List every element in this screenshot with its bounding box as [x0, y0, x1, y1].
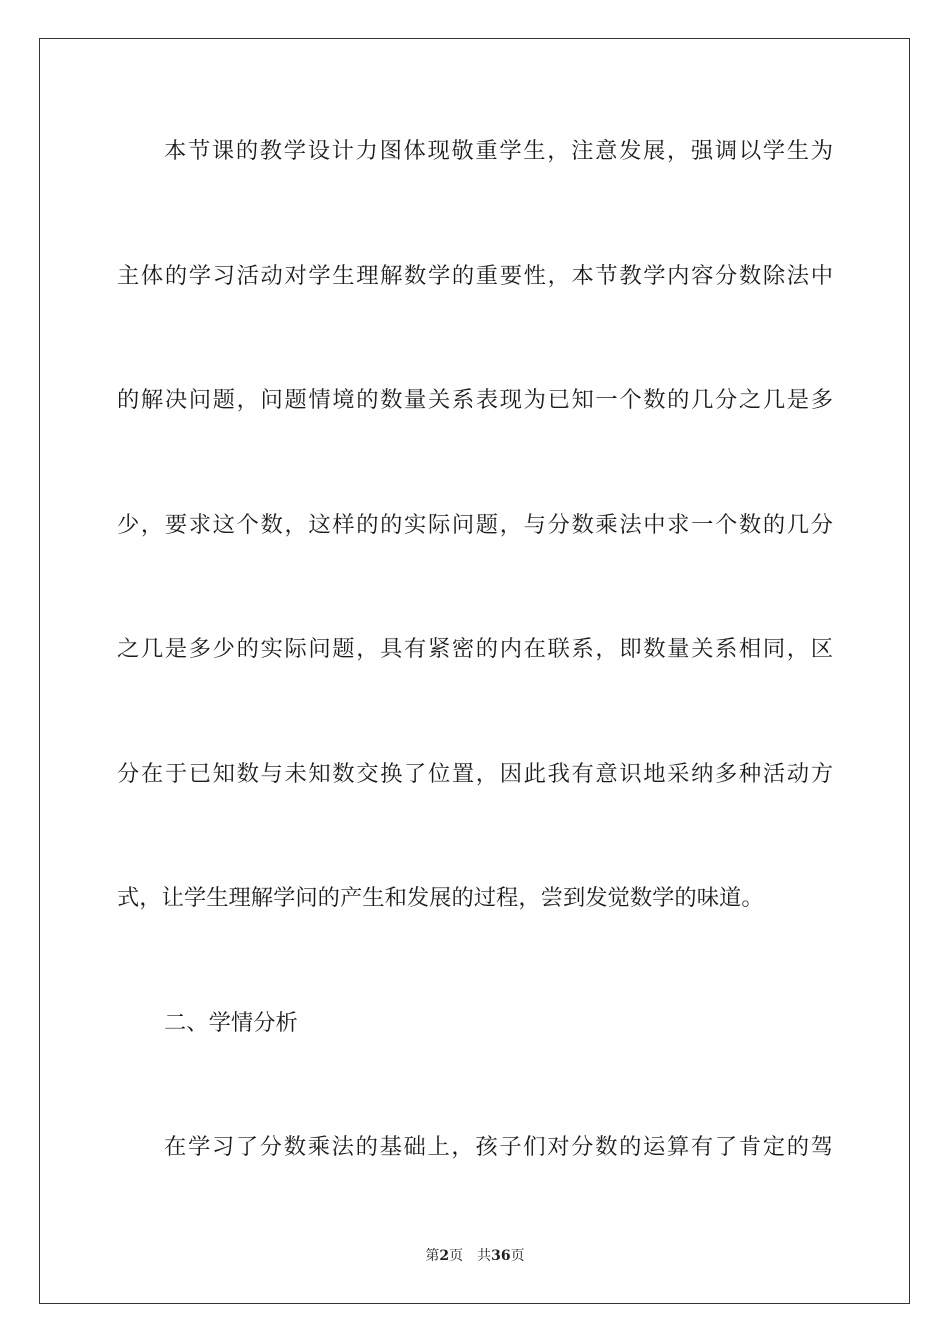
paragraph-line: 主体的学习活动对学生理解数学的重要性，本节教学内容分数除法中	[117, 263, 833, 289]
section-heading: 二、学情分析	[164, 1010, 298, 1036]
paragraph-line: 分在于已知数与未知数交换了位置，因此我有意识地采纳多种活动方	[117, 761, 833, 787]
paragraph-line: 少，要求这个数，这样的的实际问题，与分数乘法中求一个数的几分	[117, 512, 833, 538]
footer-prefix: 第	[425, 1248, 440, 1264]
paragraph-line: 本节课的教学设计力图体现敬重学生，注意发展，强调以学生为	[164, 138, 833, 164]
paragraph-line: 的解决问题，问题情境的数量关系表现为已知一个数的几分之几是多	[117, 387, 833, 413]
current-page-number: 2	[439, 1248, 450, 1264]
paragraph-line: 式，让学生理解学问的产生和发展的过程，尝到发觉数学的味道。	[117, 885, 764, 911]
footer-total-prefix: 共	[477, 1248, 492, 1264]
paragraph-line: 之几是多少的实际问题，具有紧密的内在联系，即数量关系相同，区	[117, 636, 833, 662]
footer-page-suffix: 页	[449, 1248, 464, 1264]
footer-total-suffix: 页	[510, 1248, 525, 1264]
total-page-count: 36	[491, 1248, 511, 1264]
page-footer	[0, 1246, 950, 1266]
paragraph-line: 在学习了分数乘法的基础上，孩子们对分数的运算有了肯定的驾	[164, 1134, 833, 1160]
